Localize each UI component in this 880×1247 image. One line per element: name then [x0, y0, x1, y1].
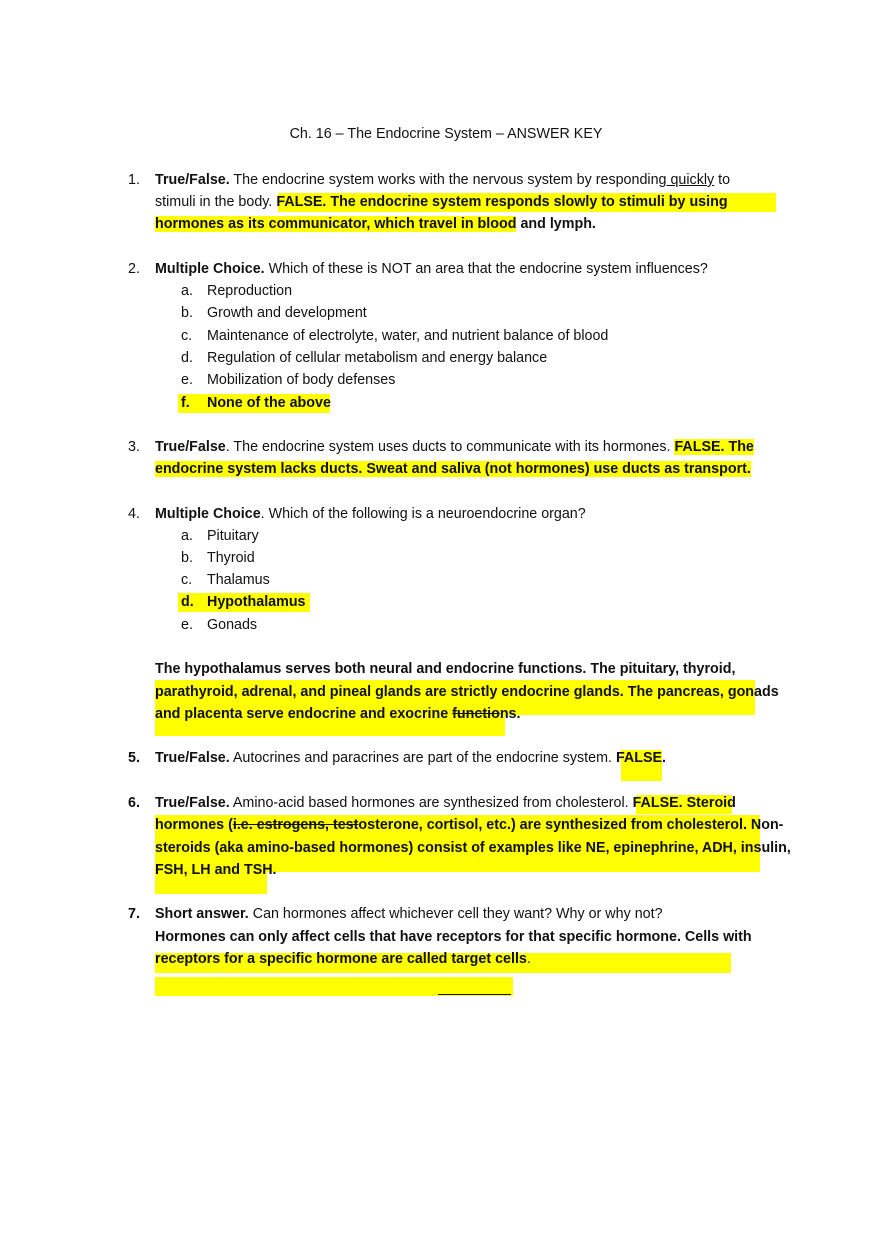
- question-text-part: . The endocrine system uses ducts to communicate with its hormones.: [225, 439, 675, 455]
- answer-line: [155, 859, 277, 881]
- question-text-part: Amino-acid based hormones are synthesized from cholesterol.: [229, 795, 633, 811]
- question-text: [155, 747, 666, 769]
- question-text: [155, 169, 730, 191]
- question-number: 7.: [128, 906, 140, 922]
- question-number: 6.: [128, 795, 140, 811]
- question-label: True/False.: [155, 750, 230, 766]
- answer-text: Hormones can only affect cells that have receptors for that specific hormone. Cells with: [155, 929, 752, 945]
- answer-line: [155, 926, 752, 948]
- question-number: 1.: [128, 172, 140, 188]
- option-text: Maintenance of electrolyte, water, and nutrient balance of blood: [207, 328, 609, 344]
- question-text-part: Autocrines and paracrines are part of the endocrine system.: [229, 750, 616, 766]
- question-label: Multiple Choice: [155, 506, 261, 522]
- answer-text: endocrine system lacks ducts. Sweat and saliva (not hormones) use ducts as transport.: [155, 461, 751, 477]
- underlined-word: quickly: [666, 172, 715, 188]
- question-number: 3.: [128, 439, 140, 455]
- explanation-text: parathyroid, adrenal, and pineal glands are strictly endocrine glands. The pancreas, gonads: [155, 684, 779, 700]
- question-text-part: . Which of the following is a neuroendocrine organ?: [260, 506, 586, 522]
- answer-line: [155, 948, 531, 970]
- option-letter: e.: [181, 617, 193, 633]
- option-letter: d.: [181, 350, 193, 366]
- explanation-text: ns.: [499, 706, 521, 722]
- answer-text: steroids (aka amino-based hormones) consist of examples like NE, epinephrine, ADH, insulin,: [155, 840, 791, 856]
- answer-text: .: [526, 951, 531, 967]
- answer-text: hormones as its communicator, which travel in blood: [155, 216, 517, 232]
- option-letter: d.: [181, 594, 194, 610]
- document-title: Ch. 16 – The Endocrine System – ANSWER KEY: [289, 126, 603, 142]
- answer-text: FALSE. Steroid: [632, 795, 736, 811]
- option-letter: c.: [181, 572, 193, 588]
- question-text: [155, 436, 754, 458]
- question-text-part: Which of these is NOT an area that the endocrine system influences?: [264, 261, 708, 277]
- question-text: [155, 503, 586, 525]
- option-letter: a.: [181, 528, 193, 544]
- explanation-line: [155, 658, 735, 680]
- blank-underline: [438, 974, 511, 995]
- option-text: Mobilization of body defenses: [207, 372, 396, 388]
- answer-line: [155, 458, 751, 480]
- explanation-text: The hypothalamus serves both neural and endocrine functions. The pituitary, thyroid,: [155, 661, 736, 677]
- question-label: Multiple Choice.: [155, 261, 265, 277]
- question-label: Short answer.: [155, 906, 249, 922]
- option-text: Growth and development: [207, 305, 367, 321]
- question-label: True/False.: [155, 795, 230, 811]
- answer-text: FALSE. The endocrine system responds slowly to stimuli by using: [276, 194, 728, 210]
- question-number: 4.: [128, 506, 140, 522]
- answer-text: FALSE.: [615, 750, 666, 766]
- question-text: [155, 258, 708, 280]
- option-text: Hypothalamus: [207, 594, 306, 610]
- option-text: Regulation of cellular metabolism and energy balance: [207, 350, 548, 366]
- answer-line: [155, 191, 728, 213]
- strikethrough-text: functio: [452, 706, 500, 722]
- explanation-line: [155, 681, 779, 703]
- answer-text: receptors for a specific hormone are called target cells: [155, 951, 527, 967]
- answer-text: FSH, LH and TSH.: [155, 862, 277, 878]
- question-text: [155, 903, 663, 925]
- explanation-text: and placenta serve endocrine and exocrine: [155, 706, 453, 722]
- option-letter: f.: [181, 395, 190, 411]
- option-text: Gonads: [207, 617, 258, 633]
- option-letter: b.: [181, 305, 193, 321]
- answer-text: hormones (: [155, 817, 233, 833]
- question-text: [155, 792, 736, 814]
- answer-line: [155, 213, 596, 235]
- question-text-part: to: [714, 172, 731, 188]
- option-letter: e.: [181, 372, 193, 388]
- answer-line: [155, 837, 791, 859]
- question-number: 5.: [128, 750, 140, 766]
- question-text-part: Can hormones affect whichever cell they want? Why or why not?: [248, 906, 663, 922]
- option-text: Thalamus: [207, 572, 270, 588]
- answer-text: osterone, cortisol, etc.) are synthesized from cholesterol. Non-: [358, 817, 784, 833]
- answer-text: FALSE. The: [674, 439, 754, 455]
- option-text: Reproduction: [207, 283, 293, 299]
- question-text-part: stimuli in the body.: [155, 194, 277, 210]
- option-text: None of the above: [207, 395, 331, 411]
- strikethrough-text: i.e. estrogens, test: [232, 817, 359, 833]
- option-letter: a.: [181, 283, 193, 299]
- question-text-part: The endocrine system works with the nervous system by responding: [229, 172, 667, 188]
- option-letter: b.: [181, 550, 193, 566]
- question-number: 2.: [128, 261, 140, 277]
- option-letter: c.: [181, 328, 193, 344]
- explanation-line: [155, 703, 521, 725]
- answer-text: and lymph.: [516, 216, 596, 232]
- option-text: Pituitary: [207, 528, 259, 544]
- option-text: Thyroid: [207, 550, 255, 566]
- answer-line: [155, 814, 783, 836]
- question-label: True/False.: [155, 172, 230, 188]
- question-label: True/False: [155, 439, 226, 455]
